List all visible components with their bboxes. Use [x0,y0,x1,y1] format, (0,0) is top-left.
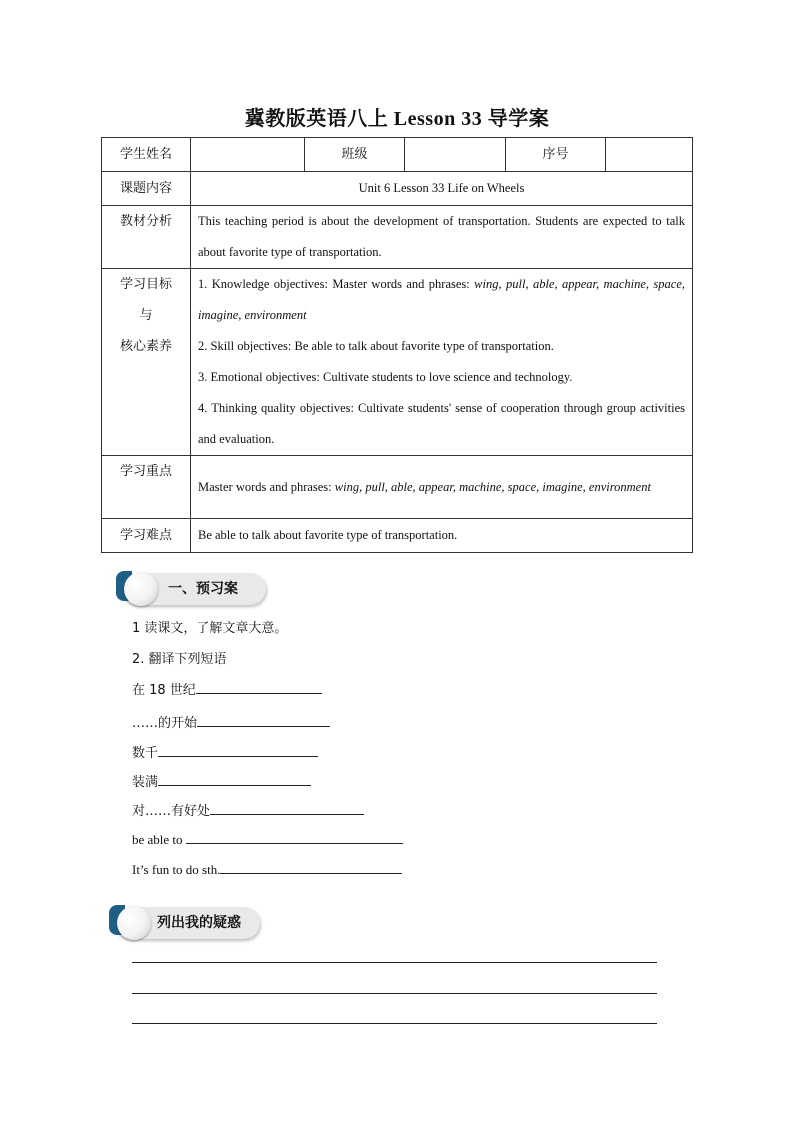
table-row [102,269,693,456]
seat-number-field[interactable] [606,138,693,172]
key-points-label [102,456,191,519]
seat-number-label: 序号 [506,138,606,172]
student-name-field[interactable] [191,138,305,172]
preview-step-text: 2. 翻译下列短语 [132,652,227,667]
section-heading-preview [122,573,266,605]
objectives-value [191,269,693,456]
objective-item: 2. Skill objectives: Be able to talk about favorite type of transportation. [198,339,554,353]
phrase-text: be able to [132,832,186,847]
phrase-text: ……的开始 [132,716,198,731]
phrase-item [132,712,330,731]
section-heading-label: 列出我的疑惑 [157,915,241,931]
phrase-item [132,830,403,848]
class-field[interactable] [405,138,506,172]
answer-blank[interactable] [196,680,322,694]
analysis-label [102,206,191,269]
preview-step-translate [132,648,227,667]
phrase-text: 对……有好处 [132,804,211,819]
key-points-label-text: 学习重点 [119,464,172,479]
key-points-value [191,456,693,519]
key-points-words: wing, pull, able, appear, machine, space, imagine, environment [334,479,651,494]
phrase-item [132,771,311,790]
answer-blank[interactable] [186,830,403,844]
answer-blank[interactable] [210,801,364,815]
objectives-label-line: 学习目标 [119,277,172,292]
topic-label: 课题内容 [102,172,191,206]
table-row [102,519,693,553]
difficulties-value: Be able to talk about favorite type of transportation. [191,519,693,553]
table-row [102,456,693,519]
phrase-text: 在 18 世纪 [132,683,196,698]
phrase-text: 装满 [132,775,159,790]
analysis-label-text: 教材分析 [119,214,172,229]
answer-blank[interactable] [158,743,318,757]
objective-item [198,269,685,331]
answer-blank[interactable] [220,860,402,874]
topic-value: Unit 6 Lesson 33 Life on Wheels [191,172,693,206]
answer-blank[interactable] [197,713,330,727]
phrase-item [132,742,318,761]
page-title: 冀教版英语八上 Lesson 33 导学案 [244,108,550,130]
writing-line[interactable] [132,1023,657,1024]
answer-blank[interactable] [158,772,311,786]
key-points-prefix: Master words and phrases: [198,479,335,494]
preview-step-read [132,617,287,636]
heading-circle-icon [124,572,158,606]
class-label: 班级 [305,138,405,172]
preview-step-text: 1 读课文，了解文章大意。 [132,621,288,636]
difficulties-label: 学习难点 [102,519,191,553]
objective-item: 3. Emotional objectives: Cultivate students to love science and technology. [198,370,573,384]
analysis-value: This teaching period is about the development of transportation. Students are expected to talk about favorite type of transportation. [191,206,693,269]
table-row [102,172,693,206]
student-name-label: 学生姓名 [102,138,191,172]
objectives-label-line: 核心素养 [119,339,172,354]
table-row [102,138,693,172]
objective-knowledge-prefix: 1. Knowledge objectives: Master words and phrases: [198,277,475,291]
objectives-label-line: 与 [139,308,153,323]
section-heading-questions [115,907,260,939]
phrase-item [132,860,402,878]
writing-line[interactable] [132,993,657,994]
objective-item: 4. Thinking quality objectives: Cultivate students' sense of cooperation through group activities and evaluation. [198,401,685,446]
objectives-label [102,269,191,456]
table-row [102,206,693,269]
heading-circle-icon [117,906,151,940]
phrase-item [132,800,364,819]
writing-line[interactable] [132,962,657,963]
section-heading-label: 一、预习案 [168,581,238,597]
phrase-text: It’s fun to do sth. [132,862,221,877]
phrase-item [132,679,322,698]
info-table [101,137,693,553]
phrase-text: 数千 [132,746,159,761]
objective-knowledge-words: wing, pull, able, appear, machine, space, imagine, environment [198,277,685,322]
